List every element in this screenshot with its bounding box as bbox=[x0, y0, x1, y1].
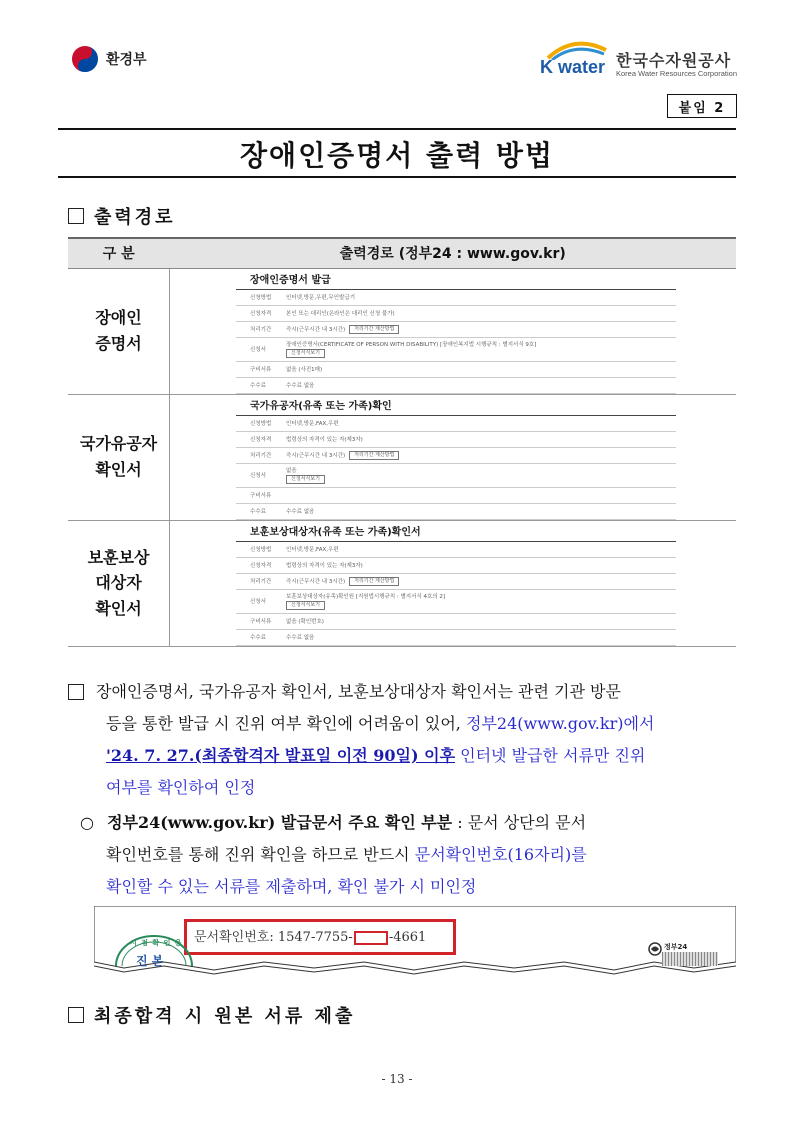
screenshot-field-row bbox=[236, 290, 676, 306]
row-category: 보훈보상 대상자 확인서 bbox=[68, 520, 170, 646]
row-screenshot bbox=[170, 394, 737, 520]
field-key: 신청서 bbox=[250, 599, 266, 605]
gov24-label: 정부24 bbox=[664, 943, 688, 951]
field-value: 없음 (사진1매) bbox=[286, 367, 323, 373]
stamp-main-text: 진 본 bbox=[136, 954, 164, 968]
screenshot-field-row bbox=[236, 362, 676, 378]
field-value: 즉시(근무시간 내 3시간) bbox=[286, 579, 346, 585]
field-key: 수수료 bbox=[250, 383, 266, 389]
screenshot-field-row bbox=[236, 590, 676, 614]
screenshot-field-row bbox=[236, 464, 676, 488]
field-value: 인터넷,방문,우편,무인발급기 bbox=[286, 295, 356, 301]
kwater-name-ko: 한국수자원공사 bbox=[616, 51, 732, 71]
screenshot-title: 보훈보상대상자(유족 또는 가족)확인서 bbox=[250, 526, 421, 538]
gov24-barcode bbox=[662, 952, 718, 966]
masked-digits bbox=[354, 931, 388, 945]
field-key: 신청서 bbox=[250, 347, 266, 353]
moe-logo bbox=[70, 44, 147, 74]
section-heading: 최종합격 시 원본 서류 제출 bbox=[94, 1006, 356, 1027]
screenshot-field-row bbox=[236, 630, 676, 646]
para-line3-blue: 인터넷 발급한 서류만 진위 bbox=[455, 746, 646, 765]
field-value: 없음 (확인번호) bbox=[286, 619, 324, 625]
field-key: 구비서류 bbox=[250, 619, 272, 625]
sub-item-bold: 정부24(www.gov.kr) 발급문서 주요 확인 부분 bbox=[107, 813, 453, 832]
calc-method-button: 처리기간 계산방법 bbox=[349, 577, 399, 586]
view-form-button: 신청서식보기 bbox=[286, 475, 325, 484]
section-output-path bbox=[68, 203, 176, 229]
kwater-name-en: Korea Water Resources Corporation bbox=[616, 68, 738, 78]
field-value: 수수료 없음 bbox=[286, 635, 315, 641]
table-row bbox=[68, 520, 736, 646]
sub-item-line2: 확인번호를 통해 진위 확인을 하므로 반드시 bbox=[106, 845, 415, 864]
calc-method-button: 처리기간 계산방법 bbox=[349, 451, 399, 460]
field-value: 인터넷,방문,FAX,우편 bbox=[286, 421, 339, 427]
row-screenshot bbox=[170, 520, 737, 646]
field-key: 신청방법 bbox=[250, 295, 272, 301]
field-value: 법령상의 자격이 있는 자(제3자) bbox=[286, 437, 363, 443]
field-key: 처리기간 bbox=[250, 579, 272, 585]
field-value: 즉시(근무시간 내 3시간) bbox=[286, 327, 346, 333]
screenshot-field-row bbox=[236, 448, 676, 464]
screenshot-title: 장애인증명서 발급 bbox=[250, 274, 331, 286]
gov24-emblem-icon bbox=[648, 942, 662, 956]
para-date-emphasis: '24. 7. 27.(최종합격자 발표일 이전 90일) 이후 bbox=[106, 746, 456, 765]
row-screenshot bbox=[170, 268, 737, 394]
field-key: 신청서 bbox=[250, 473, 266, 479]
field-key: 신청자격 bbox=[250, 311, 272, 317]
calc-method-button: 처리기간 계산방법 bbox=[349, 325, 399, 334]
sub-item-line1: : 문서 상단의 문서 bbox=[452, 813, 587, 832]
screenshot-field-row bbox=[236, 574, 676, 590]
output-path-table bbox=[68, 237, 736, 647]
field-key: 구비서류 bbox=[250, 367, 272, 373]
field-key: 신청자격 bbox=[250, 563, 272, 569]
sub-item-line3-blue: 확인할 수 있는 서류를 제출하며, 확인 불가 시 미인정 bbox=[106, 877, 477, 896]
section-final-submission bbox=[68, 1002, 355, 1028]
bullet: ○ bbox=[80, 813, 94, 832]
para-line2-blue: 정부24(www.gov.kr)에서 bbox=[465, 714, 655, 733]
field-value: 장애인증명서(CERTIFICATE OF PERSON WITH DISABILITY) [장애인복지법 시행규칙 : 별지서식 9호] bbox=[286, 342, 537, 348]
page-title: 장애인증명서 출력 방법 bbox=[240, 139, 554, 172]
title-rule-bottom bbox=[58, 176, 736, 178]
screenshot-field-row bbox=[236, 338, 676, 362]
field-value: 인터넷,방문,FAX,우편 bbox=[286, 547, 339, 553]
field-value: 수수료 없음 bbox=[286, 383, 315, 389]
field-key: 처리기간 bbox=[250, 327, 272, 333]
row-category: 장애인 증명서 bbox=[68, 268, 170, 394]
moe-name: 환경부 bbox=[106, 52, 147, 68]
field-value: 보훈보상대상자(유족)확인원 [지원법시행규칙 : 별지서식 4호의 2] bbox=[286, 594, 446, 600]
screenshot-field-row bbox=[236, 614, 676, 630]
section-heading: 출력경로 bbox=[94, 207, 176, 228]
screenshot-field-row bbox=[236, 306, 676, 322]
screenshot-field-row bbox=[236, 488, 676, 504]
page-number: - 13 - bbox=[381, 1072, 413, 1086]
screenshot-field-row bbox=[236, 416, 676, 432]
para-line4-blue: 여부를 확인하여 인정 bbox=[106, 778, 256, 797]
table-row bbox=[68, 268, 736, 394]
field-key: 신청자격 bbox=[250, 437, 272, 443]
field-value: 본인 또는 대리인(온라인은 대리인 신청 불가) bbox=[286, 311, 395, 317]
kwater-wordmark: K water bbox=[540, 57, 606, 77]
field-value: 즉시(근무시간 내 3시간) bbox=[286, 453, 346, 459]
field-key: 수수료 bbox=[250, 635, 266, 641]
checkbox-icon bbox=[68, 208, 84, 224]
screenshot-field-row bbox=[236, 558, 676, 574]
field-value: 수수료 없음 bbox=[286, 509, 315, 515]
view-form-button: 신청서식보기 bbox=[286, 349, 325, 358]
screenshot-field-row bbox=[236, 432, 676, 448]
field-value: 없음 bbox=[286, 468, 297, 474]
field-key: 처리기간 bbox=[250, 453, 272, 459]
authenticity-stamp bbox=[112, 932, 196, 972]
row-category: 국가유공자 확인서 bbox=[68, 394, 170, 520]
field-value: 법령상의 자격이 있는 자(제3자) bbox=[286, 563, 363, 569]
field-key: 수수료 bbox=[250, 509, 266, 515]
table-row bbox=[68, 394, 736, 520]
sub-item-line2-blue: 문서확인번호(16자리)를 bbox=[414, 845, 587, 864]
attachment-badge: 붙임 2 bbox=[667, 94, 737, 118]
screenshot-field-row bbox=[236, 378, 676, 394]
col-header-path: 출력경로 (정부24 : www.gov.kr) bbox=[170, 238, 737, 268]
screenshot-field-row bbox=[236, 322, 676, 338]
field-key: 신청방법 bbox=[250, 547, 272, 553]
taegeuk-icon bbox=[70, 44, 100, 74]
screenshot-field-row bbox=[236, 504, 676, 520]
para-line2: 등을 통한 발급 시 진위 여부 확인에 어려움이 있어, bbox=[106, 714, 466, 733]
field-key: 구비서류 bbox=[250, 493, 272, 499]
title-rule-top bbox=[58, 128, 736, 130]
kwater-logo bbox=[540, 40, 737, 78]
checkbox-icon bbox=[68, 684, 84, 700]
checkbox-icon bbox=[68, 1007, 84, 1023]
screenshot-title: 국가유공자(유족 또는 가족)확인 bbox=[250, 400, 392, 412]
para-line1: 장애인증명서, 국가유공자 확인서, 보훈보상대상자 확인서는 관련 기관 방문 bbox=[96, 682, 621, 701]
view-form-button: 신청서식보기 bbox=[286, 601, 325, 610]
field-key: 신청방법 bbox=[250, 421, 272, 427]
verify-number-text: 문서확인번호: 1547-7755- -4661 bbox=[194, 930, 427, 945]
screenshot-field-row bbox=[236, 542, 676, 558]
stamp-top-text: 시 점 확 인 용 bbox=[130, 939, 183, 947]
sub-item bbox=[80, 807, 740, 903]
notice-paragraph bbox=[68, 676, 738, 804]
col-header-category: 구 분 bbox=[68, 238, 170, 268]
